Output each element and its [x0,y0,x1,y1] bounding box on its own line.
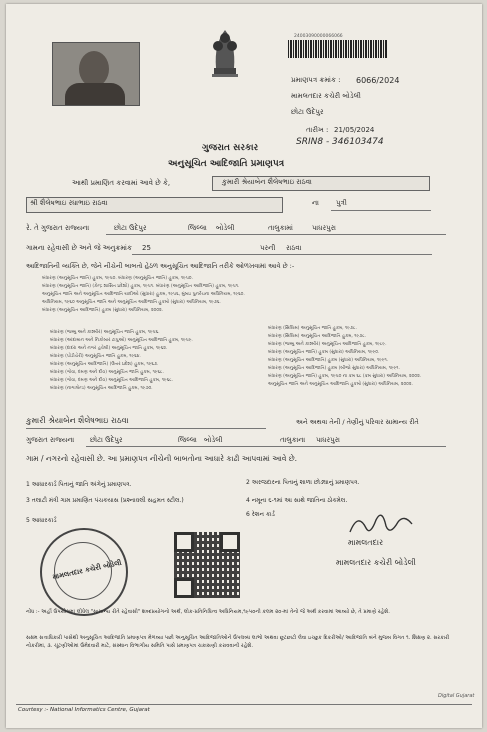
orders-list-l: બંધારણ (અનુસૂચિત જાતિ) હુકમ (સુધારા) અધિનિયમ, ૧૯૯૦. [268,350,380,355]
relation-label: ના [312,199,319,207]
district-label: જિલ્લા [188,224,207,232]
govt-title: ગુજરાત સરકાર [202,143,259,153]
footer-paragraph: સક્ષમ સત્તાધિકારી પાસેથી અનુસૂચિત આદિજાતિ પ્રમાણપત્ર મેળવ્યા પછી અનુસૂચિત આદિજાતિઓને ઉપલબ્ધ લાભો અથવા છૂટછાટો લેવા ઇચ્છુક દિકરીઓ/ આદિજાતિ બંને મુજબ વિગત ૧. શિક્ષણ ૨. સરકારી નોકરીમાં, ૩. ચૂંટણીઓમાં ઉમેદવારી માટે, સંસ્થાન વિભાગીય સમિતિ પાસે પ્રમાણપત્ર ચકાસણી કરાવવાની રહેશે. [26,635,450,649]
orders-list-m: બંધારણ (અનુસૂચિત આદિજાતિ) હુકમ (સુધારા) અધિનિયમ, ૧૯૯૧. [268,358,389,363]
signatory-office: મામલતદાર કચેરી બોડેલી [336,558,416,567]
seal-text: મામલતદાર કચેરી બોડેલી [51,558,123,582]
applicant-name: કુમારી શ્રેયાબેન શૈલેષભાઇ રાઠવા [222,178,312,186]
district: છોટા ઉદેપુર [114,224,147,232]
resident-name-underline [26,428,266,429]
date-label: તારીખ : [306,126,329,134]
signatory-title: મામલતદાર [348,538,384,547]
orders-list-g: બંધારણ (ગોવા, દમણ અને દીવ) અનુસૂચિત આદિજાતિ હુકમ, ૧૯૬૮. [50,378,174,383]
taluka: બોડેલી [216,224,235,232]
document-1: 1 આધારકાર્ડ પિતાનું જાતિ અંગેનું પ્રમાણપત્ર. [26,481,132,488]
document-3: 3 તલાટી મંત્રી ગામ પ્રમાણિત પંચકયાસ (પ્રશ્નાવલી સહમત સ્ટીલ.) [26,497,184,504]
state-2: ગુજરાત રાજ્યના [26,436,75,444]
barcode [288,40,388,58]
taluka-label-2: તાલુકાના [280,436,306,444]
orders-list-j: બંધારણ (સિક્કિમ) અનુસૂચિત આદિજાતિ હુકમ, ૧૯૭૮. [268,334,367,339]
orders-list-o: બંધારણ (અનુસૂચિત જાતિ) હુકમ, ૧૯૫૦ ના ક્રમ ૬૮ (ક્રમ સુધારા) અધિનિયમ, ૨૦૦૨. [268,374,422,379]
orders-list-i: બંધારણ (સિક્કિમ) અનુસૂચિત જાતિ હુકમ, ૧૯૭૮. [268,326,357,331]
state-text: રે. તે ગુજરાત રાજ્યના [26,224,90,232]
address-underline [106,234,446,235]
reference-number: SRIN8 - 346103474 [296,137,384,147]
caste-label: પરની [260,244,276,252]
relation: પુત્રી [336,199,347,207]
office-seal [40,528,128,616]
father-name: શ્રી શૈલેષભાઇ રધાભાઇ રાઠવા [30,199,108,207]
orders-text-5: બંધારણ (અનુસૂચિત આદિજાતિ) હુકમ (સુધારા) અધિનિયમ, ૨૦૦૨. [42,308,164,313]
footer-rule [16,704,472,705]
address-underline-2 [86,446,446,447]
orders-text-4: અધિનિયમ, ૧૯૬૦ અનુસૂચિત જાતિ અને અનુસૂચિત આદિજાતિ હુકમો (સુધારા) અધિનિયમ, ૧૯૭૬. [42,300,221,305]
district-2: છોટા ઉદેપુર [90,436,123,444]
signature-icon [346,510,416,538]
orders-list-h: બંધારણ (નાગાલેન્ડ) અનુસૂચિત આદિજાતિ હુકમ, ૧૯૭૦. [50,386,153,391]
caste: રાઠવા [286,244,302,252]
national-emblem-icon [204,24,246,80]
courtesy-text: Courtesy :- National Informatics Centre, Gujarat [18,707,150,713]
certify-text: આથી પ્રમાણિત કરવામાં આવે છે કે, [72,179,171,187]
village-2: પાધરપુરા [316,436,340,444]
relation-underline [331,210,431,211]
resident-name: કુમારી શ્રેયાબેન શૈલેષભાઇ રાઠવા [26,416,129,425]
orders-text-1: બંધારણ (અનુસૂચિત જાતિ) હુકમ, ૧૯૫૦. બંધારણ (અનુસૂચિત જાતિ) હુકમ, ૧૯૫૦. [42,276,193,281]
orders-list-e: બંધારણ (અનુસૂચિત આદિજાતિ) (ઉત્તર પ્રદેશ) હુકમ, ૧૯૬૭. [50,362,159,367]
cert-no: 6066/2024 [356,76,400,85]
certificate-title: અનુસૂચિત આદિજાતિ પ્રમાણપત્ર [168,159,285,169]
orders-text-3: અનુસૂચિત જાતિ અને અનુસૂચિત આદિજાતિ યાદીઓ (સુધારા) હુકમ, ૧૯૫૬, મુંબઇ પુનર્રચના અધિનિયમ, ૧૯૬૦. [42,292,245,297]
district-name: છોટા ઉદેપુર [291,108,324,116]
digital-gujarat-logo: Digital Gujarat [438,693,475,699]
serial-underline [132,254,432,255]
issue-date: 21/05/2024 [334,126,375,134]
orders-list-b: બંધારણ (આંદામાન અને નિકોબાર ટાપુઓ) અનુસૂચિત આદિજાતિ હુકમ, ૧૯૫૯. [50,338,193,343]
orders-list-f: બંધારણ (ગોવા, દમણ અને દીવ) અનુસૂચિત જાતિ હુકમ, ૧૯૬૮. [50,370,164,375]
taluka-2: બોડેલી [204,436,223,444]
orders-list-a: બંધારણ (જમ્મુ અને કાશ્મીર) અનુસૂચિત જાતિ હુકમ, ૧૯૫૬. [50,330,160,335]
orders-list-n: બંધારણ (અનુસૂચિત આદિજાતિ) હુકમ (બીજો સુધારા) અધિનિયમ, ૧૯૯૧. [268,366,400,371]
residence-text: અને અથવા તેની / તેણીનું પરિવાર સામાન્ય રીતે [296,418,419,426]
document-6: 6 રેશન કાર્ડ [246,511,275,518]
orders-list-p: અનુસૂચિત જાતિ અને અનુસૂચિત આદિજાતિ હુકમો (સુધારા) અધિનિયમ, ૨૦૦૨. [268,382,413,387]
serial-number: 25 [142,244,151,252]
taluka-label: તાલુકામાં [268,224,293,232]
district-label-2: જિલ્લા [178,436,197,444]
cert-no-label: પ્રમાણપત્ર ક્રમાંક : [291,76,341,84]
orders-list-c: બંધારણ (દાદરા અને નગર હવેલી) અનુસૂચિત જાતિ હુકમ, ૧૯૬૨. [50,346,168,351]
tribe-statement: આદિજાતિની વ્યક્તિ છે, જેને નીચેની બાબતો હેઠળ અનુસૂચિત આદિજાતિ તરીકે ઓળખવામાં આવે છે :- [26,262,295,270]
document-5: 5 આધારકાર્ડ [26,517,57,524]
orders-list-k: બંધારણ (જમ્મુ અને કાશ્મીર) અનુસૂચિત આદિજાતિ હુકમ, ૧૯૮૯. [268,342,387,347]
office-name: મામલતદાર કચેરી બોડેલી [291,92,361,100]
qr-code [174,532,240,598]
applicant-photo [52,42,140,106]
barcode-id: 24003090000066066 [294,34,343,39]
document-4: 4 નમૂના ૬-૧માં આ સાથે જાતિના ઠોકમેલ. [246,497,348,504]
basis-statement: ગામ / નગરનો રહેવાસી છે. આ પ્રમાણપત્ર નીચેની બાબતોના આધારે કાઢી આપવામાં આવે છે. [26,454,298,463]
document-2: 2 અરજદારના પિતાનું શાળા છોડ્યાનું પ્રમાણપત્ર. [246,479,360,486]
serial-text: ગામના રહેવાસી છે અને જે અનુક્રમાંક [26,244,132,252]
village: પાધરપુરા [312,224,336,232]
certificate-page [6,4,482,728]
orders-text-2: બંધારણ (અનુસૂચિત જાતિ) (કેન્દ્ર શાસિત પ્રદેશો) હુકમ, ૧૯૫૧. બંધારણ (અનુસૂચિત આદિજાતિ) હુકમ, ૧૯૫૧. [42,284,240,289]
orders-list-d: બંધારણ (પોંડીચેરી) અનુસૂચિત જાતિ હુકમ, ૧૯૬૪. [50,354,141,359]
footer-note: નોંધ :- અહીં ઉપયોગમાં લીધેલ "સામાન્ય રીતે રહેવાસી" શબ્દપ્રયોગનો અર્થ, લોક-પ્રતિનિધિત્વ અધિનિયમ,૧૯૫૦ની કલમ ૨૦-માં તેનો જે અર્થ કરવામાં આવ્યો છે, તે પ્રમાણે રહેશે. [26,609,390,615]
